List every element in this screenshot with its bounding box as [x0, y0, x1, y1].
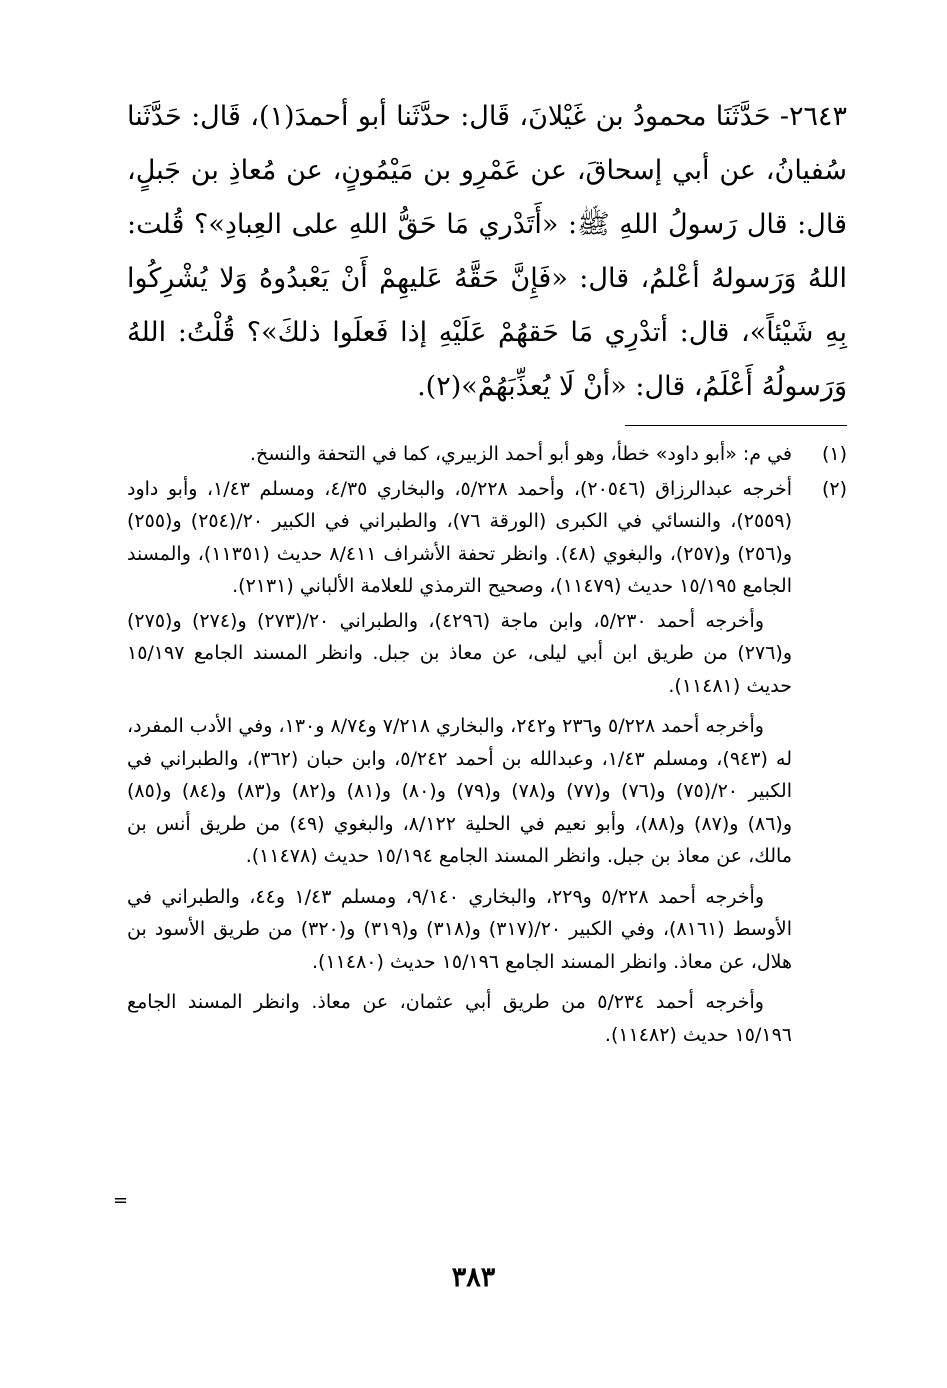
page-number: ٣٨٣	[451, 1262, 496, 1293]
footnote-number: (١)	[821, 443, 847, 465]
footnotes-section	[127, 438, 847, 1059]
hadith-text: ٢٦٤٣- حَدَّثَنَا محمودُ بن غَيْلانَ، قَال: حدَّثَنا أبو أحمدَ(١)، قَال: حَدَّثَنا سُفيانُ، عن أبي إسحاقَ، عن عَمْرِو بن مَيْمُونٍ، عن مُعاذِ بن جَبلٍ، قال: قال رَسولُ اللهِ ﷺ: «أَتَدْري مَا حَقُّ اللهِ على العِبادِ»؟ قُلت: اللهُ وَرَسولهُ أعْلمُ، قال: «فَإِنَّ حَقَّهُ عَليهِمْ أَنْ يَعْبدُوهُ وَلا يُشْرِكُوا بِهِ شَيْئاً»، قال: أتدْرِي مَا حَقهُمْ عَلَيْهِ إذا فَعلَوا ذلكَ»؟ قُلْتُ: اللهُ وَرَسولُهُ أَعْلَمُ، قال: «أنْ لَا يُعذِّبَهُمْ»(٢).	[127, 101, 847, 402]
hadith-text-block	[127, 90, 847, 414]
footnote-paragraph: وأخرجه أحمد ٥/٢٣٠، وابن ماجة (٤٢٩٦)، والطبراني ٢٠/(٢٧٣) و(٢٧٤) و(٢٧٥) و(٢٧٦) من طريق ابن أبي ليلى، عن معاذ بن جبل. وانظر المسند الجامع ١٥/١٩٧ حديث (١١٤٨١).	[127, 609, 792, 697]
footnote-separator	[625, 425, 847, 426]
footnote-1	[127, 438, 847, 471]
footnote-paragraph: في م: «أبو داود» خطأ، وهو أبو أحمد الزبيري، كما في التحفة والنسخ.	[249, 443, 792, 465]
footnote-paragraph: وأخرجه أحمد ٥/٢٣٤ من طريق أبي عثمان، عن معاذ. وانظر المسند الجامع ١٥/١٩٦ حديث (١١٤٨٢).	[127, 991, 792, 1046]
footnote-paragraph: أخرجه عبدالرزاق (٢٠٥٤٦)، وأحمد ٥/٢٢٨، والبخاري ٤/٣٥، ومسلم ١/٤٣، وأبو داود (٢٥٥٩)، والنسائي في الكبرى (الورقة ٧٦)، والطبراني في الكبير ٢٠/(٢٥٤) و(٢٥٥) و(٢٥٦) و(٢٥٧)، والبغوي (٤٨). وانظر تحفة الأشراف ٨/٤١١ حديث (١١٣٥١)، والمسند الجامع ١٥/١٩٥ حديث (١١٤٧٩)، وصحيح الترمذي للعلامة الألباني (٢١٣١).	[127, 477, 793, 597]
footnote-number: (٢)	[821, 477, 847, 500]
footnote-paragraph: وأخرجه أحمد ٥/٢٢٨ و٢٢٩، والبخاري ٩/١٤٠، ومسلم ١/٤٣ و٤٤، والطبراني في الأوسط (٨١٦١)، وفي الكبير ٢٠/(٣١٧) و(٣١٨) و(٣١٩) و(٣٢٠) من طريق الأسود بن هلال، عن معاذ. وانظر المسند الجامع ١٥/١٩٦ حديث (١١٤٨٠).	[127, 885, 793, 973]
footnote-2	[127, 473, 847, 1052]
footnote-paragraph: وأخرجه أحمد ٥/٢٢٨ و٢٣٦ و٢٤٢، والبخاري ٧/٢١٨ و٨/٧٤ و١٣٠، وفي الأدب المفرد، له (٩٤٣)، ومسلم ١/٤٣، وعبدالله بن أحمد ٥/٢٤٢، وابن حبان (٣٦٢)، والطبراني في الكبير ٢٠/(٧٥) و(٧٦) و(٧٧) و(٧٨) و(٧٩) و(٨٠) و(٨١) و(٨٢) و(٨٣) و(٨٤) و(٨٥) و(٨٦) و(٨٧) و(٨٨)، وأبو نعيم في الحلية ٨/١٢٢، والبغوي (٤٩) من طريق أنس بن مالك، عن معاذ بن جبل. وانظر المسند الجامع ١٥/١٩٤ حديث (١١٤٧٨).	[127, 715, 792, 867]
continuation-mark: =	[113, 1190, 129, 1211]
